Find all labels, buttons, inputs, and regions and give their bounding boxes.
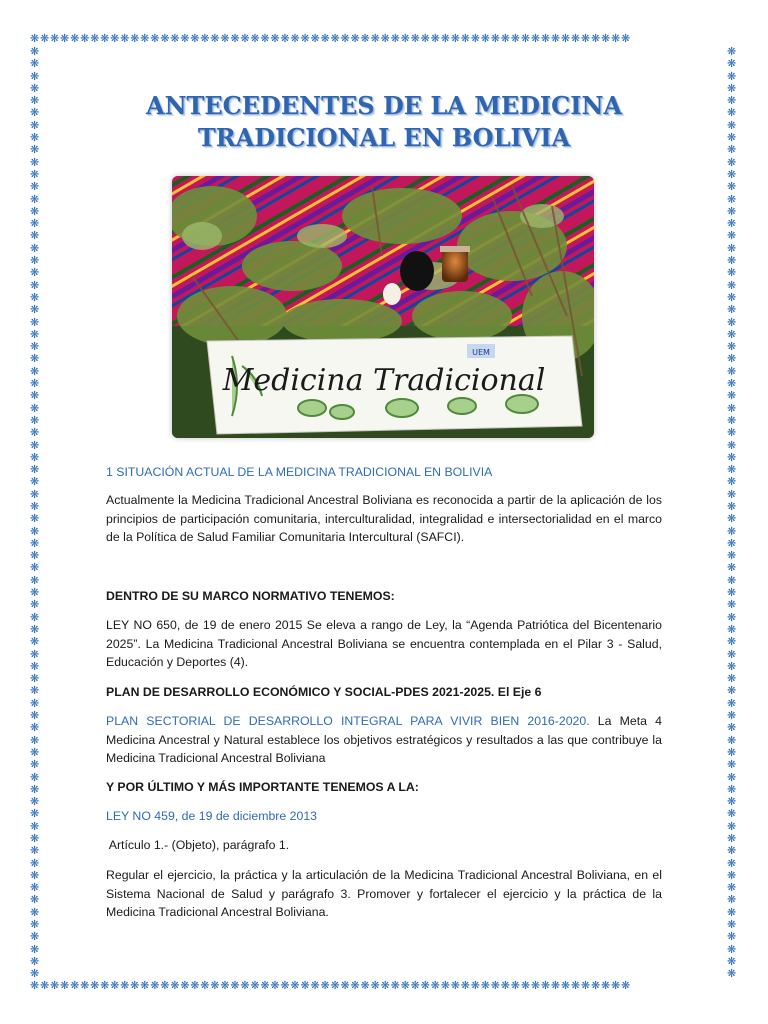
paragraph-situacion: Actualmente la Medicina Tradicional Ancestral Boliviana es reconocida a partir de la aplicación de los principios de participación comunitaria, interculturalidad, integralidad e intersectorialidad en el marco de la Política de Salud Familiar Comunitaria Intercultural (SAFCI). (106, 493, 662, 544)
traditional-medicine-photo (172, 176, 594, 438)
paragraph-ley-650: LEY NO 650, de 19 de enero 2015 Se eleva a rango de Ley, la “Agenda Patriótica del Bicentenario 2025”. La Medicina Tradicional Ancestral Boliviana se encuentra contemplada en el Pilar 3 - Salud, Educación y Deportes (4). (106, 618, 662, 669)
paragraph-plan-sectorial (106, 712, 662, 768)
title-line-2: TRADICIONAL EN BOLIVIA (197, 123, 571, 152)
decorative-border-bottom: ❋❋❋❋❋❋❋❋❋❋❋❋❋❋❋❋❋❋❋❋❋❋❋❋❋❋❋❋❋❋❋❋❋❋❋❋❋❋❋❋❋❋❋❋❋❋❋❋❋❋❋❋❋❋❋❋❋❋❋❋ (30, 980, 632, 992)
decorative-border-top: ❋❋❋❋❋❋❋❋❋❋❋❋❋❋❋❋❋❋❋❋❋❋❋❋❋❋❋❋❋❋❋❋❋❋❋❋❋❋❋❋❋❋❋❋❋❋❋❋❋❋❋❋❋❋❋❋❋❋❋❋ (30, 33, 632, 45)
decorative-border-right: ❋❋❋❋❋❋❋❋❋❋❋❋❋❋❋❋❋❋❋❋❋❋❋❋❋❋❋❋❋❋❋❋❋❋❋❋❋❋❋❋❋❋❋❋❋❋❋❋❋❋❋❋❋❋❋❋❋❋❋❋❋❋❋❋❋❋❋❋❋❋❋❋❋❋❋❋ (727, 46, 737, 978)
plan-sectorial-link[interactable]: PLAN SECTORIAL DE DESARROLLO INTEGRAL PARA VIVIR BIEN 2016-2020. (106, 714, 590, 728)
plan-sectorial-text: La Meta 4 Medicina Ancestral y Natural establece los objetivos estratégicos y resultados a las que contribuye la Medicina Tradicional Ancestral Boliviana (106, 714, 662, 765)
heading-por-ultimo: Y POR ÚLTIMO Y MÁS IMPORTANTE TENEMOS A LA: (106, 780, 419, 794)
articulo-1: Artículo 1.- (Objeto), parágrafo 1. (106, 838, 290, 852)
decorative-border-left: ❋❋❋❋❋❋❋❋❋❋❋❋❋❋❋❋❋❋❋❋❋❋❋❋❋❋❋❋❋❋❋❋❋❋❋❋❋❋❋❋❋❋❋❋❋❋❋❋❋❋❋❋❋❋❋❋❋❋❋❋❋❋❋❋❋❋❋❋❋❋❋❋❋❋❋❋ (30, 46, 40, 978)
heading-marco-normativo: DENTRO DE SU MARCO NORMATIVO TENEMOS: (106, 589, 395, 603)
photo-label: UEM (472, 348, 490, 357)
page-title (100, 90, 668, 154)
ley-459-link[interactable]: LEY NO 459, de 19 de diciembre 2013 (106, 809, 318, 823)
photo-banner-text: Medicina Tradicional (222, 363, 546, 398)
paragraph-regular: Regular el ejercicio, la práctica y la articulación de la Medicina Tradicional Ancestral Boliviana, en el Sistema Nacional de Salud y parágrafo 3. Promover y fortalecer el ejercicio y la práctica de la Medicina Tradicional Ancestral Boliviana. (106, 868, 662, 919)
section-heading-situacion: 1 SITUACIÓN ACTUAL DE LA MEDICINA TRADICIONAL EN BOLIVIA (106, 465, 493, 479)
heading-pdes: PLAN DE DESARROLLO ECONÓMICO Y SOCIAL-PDES 2021-2025. El Eje 6 (106, 685, 542, 699)
title-line-1: ANTECEDENTES DE LA MEDICINA (145, 91, 623, 120)
